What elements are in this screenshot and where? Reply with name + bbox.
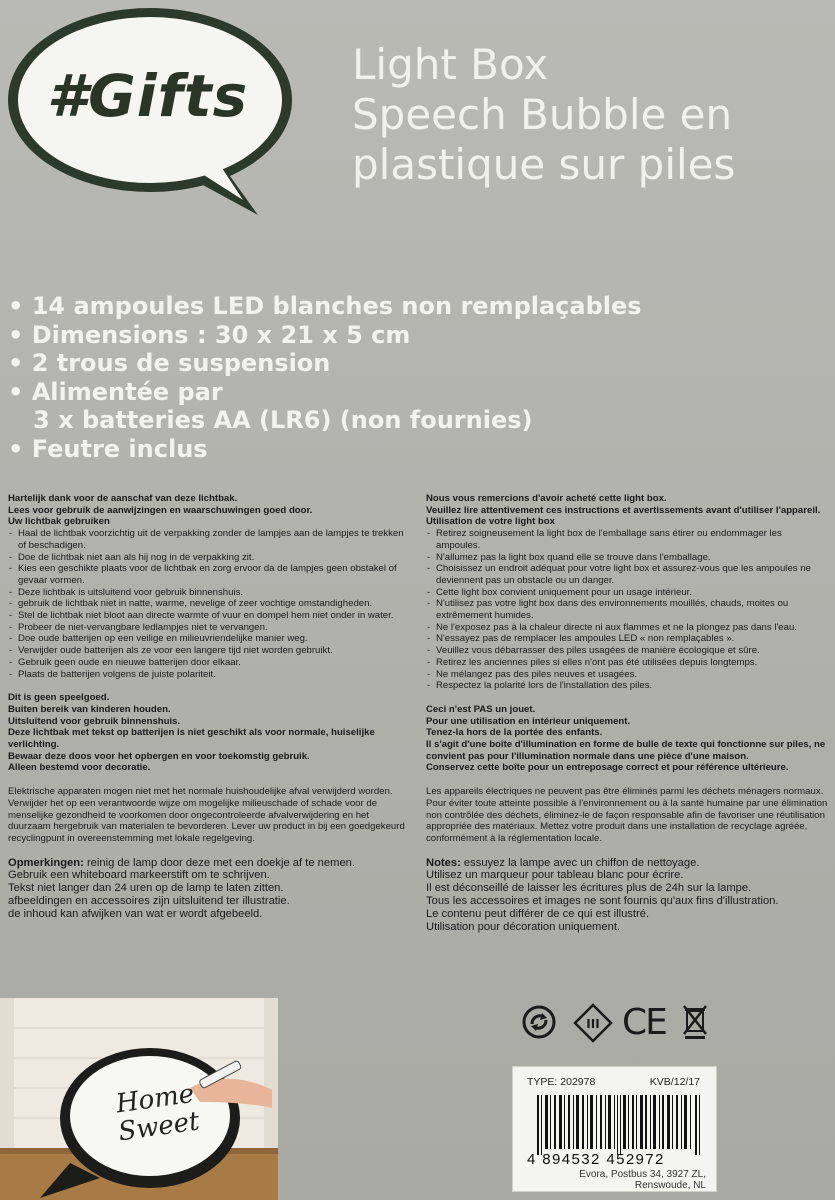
feature-item: • Feutre inclus	[8, 434, 208, 463]
address-line: Renswoude, NL	[634, 1180, 706, 1191]
nl-note: de inhoud kan afwijken van wat er wordt afgebeeld.	[8, 907, 263, 920]
fr-intro-line: Nous vous remercions d'avoir acheté cette light box.	[426, 493, 667, 504]
nl-usage-item: - Haal de lichtbak voorzichtig uit de verpakking zonder de lampjes aan de lampjes te trekken of beschadigen.	[8, 528, 408, 551]
nl-warning: Buiten bereik van kinderen houden.	[8, 703, 171, 715]
fr-note: Le contenu peut différer de ce qui est illustré.	[426, 907, 650, 920]
fr-warning: Il s'agit d'une boîte d'illumination en forme de bulle de texte qui fonctionne sur piles, ne convient pas pour l'illumination normale dans une pièce d'une maison.	[426, 739, 826, 762]
nl-usage-item: - Plaats de batterijen volgens de juiste polariteit.	[8, 669, 408, 681]
fr-intro-line: Veuillez lire attentivement ces instructions et avertissements avant d'utiliser l'appareil.	[426, 504, 821, 516]
nl-usage-list	[8, 528, 408, 680]
recycle-icon	[522, 1005, 556, 1039]
fr-warning: Ceci n'est PAS un jouet.	[426, 703, 536, 715]
nl-usage-item: - Deze lichtbak is uitsluitend voor gebruik binnenshuis.	[8, 587, 408, 599]
company-address	[523, 1169, 706, 1191]
class-iii-label: III	[586, 1017, 600, 1031]
feature-item: • Alimentée par	[8, 377, 223, 406]
fr-usage-item: - Cette light box convient uniquement pour un usage intérieur.	[426, 587, 828, 599]
weee-bin-icon	[682, 1004, 708, 1040]
fr-usage-list	[426, 528, 828, 692]
title-line-1: Light Box	[352, 40, 549, 89]
type-number: TYPE: 202978	[527, 1076, 596, 1088]
photo-bubble-text: Home Sweet	[114, 1078, 202, 1148]
nl-warning: Deze lichtbak met tekst op batterijen is niet geschikt als voor normale, huiselijke verlichting.	[8, 727, 375, 751]
nl-warning: Bewaar deze doos voor het opbergen en voor toekomstig gebruik.	[8, 750, 310, 762]
fr-usage-item: - N'essayez pas de remplacer les ampoules LED « non remplaçables ».	[426, 633, 828, 645]
feature-item: 3 x batteries AA (LR6) (non fournies)	[8, 406, 533, 434]
dutch-instructions	[8, 493, 408, 921]
nl-disposal-text: Elektrische apparaten mogen niet met het normale huishoudelijke afval verwijderd worden. Verwijder het op een verantwoorde wijze om mogelijke milieuschade of schade voor de menselijke gezondheid te voorkomen door ongecontroleerde afvalverwijdering en het duurzaam hergebruik van materialen te bevorderen. Lever uw product in bij een goedgekeurd recyclingpunt in overeenstemming met lokale regelgeving.	[8, 786, 405, 844]
fr-usage-item: - Choisissez un endroit adéquat pour votre light box et assurez-vous que les ampoules ne deviennent pas un obstacle ou un danger.	[426, 563, 828, 586]
nl-warning: Alleen bestemd voor decoratie.	[8, 762, 151, 774]
nl-usage-item: - Doe oude batterijen op een veilige en milieuvriendelijke manier weg.	[8, 633, 408, 645]
nl-usage-item: - Kies een geschikte plaats voor de lichtbak en zorg ervoor da de lampjes geen obstakel of gevaar vormen.	[8, 563, 408, 586]
nl-intro-line: Lees voor gebruik de aanwijzingen en waarschuwingen goed door.	[8, 504, 313, 516]
fr-usage-item: - Veuillez vous débarrasser des piles usagées de manière écologique et sûre.	[426, 645, 828, 657]
batch-code: KVB/12/17	[649, 1076, 700, 1088]
class-iii-icon	[573, 1003, 613, 1043]
fr-notes-label: Notes:	[426, 856, 461, 869]
product-label	[512, 1066, 717, 1192]
fr-usage-item: - Respectez la polarité lors de l'installation des piles.	[426, 680, 828, 692]
nl-intro-line: Hartelijk dank voor de aanschaf van deze lichtbak.	[8, 493, 238, 504]
feature-item: • Dimensions : 30 x 21 x 5 cm	[8, 320, 411, 349]
nl-warning: Dit is geen speelgoed.	[8, 692, 110, 704]
address-line: Evora, Postbus 34, 3927 ZL,	[579, 1169, 706, 1180]
nl-note: Gebruik een whiteboard markeerstift om te schrijven.	[8, 869, 270, 882]
fr-usage-item: - N'utilisez pas votre light box dans des environnements mouillés, chauds, moites ou extrêmement humides.	[426, 598, 828, 621]
fr-note: Utilisation pour décoration uniquement.	[426, 920, 621, 933]
ce-mark-icon: CE	[622, 1002, 666, 1043]
fr-usage-item: - Retirez les anciennes piles si elles n'ont pas été utilisées depuis longtemps.	[426, 657, 828, 669]
fr-note: essuyez la lampe avec un chiffon de nettoyage.	[460, 856, 700, 869]
nl-note: Tekst niet langer dan 24 uren op de lamp te laten zitten.	[8, 882, 284, 895]
nl-usage-item: - Gebruik geen oude en nieuwe batterijen door elkaar.	[8, 657, 408, 669]
feature-item: • 2 trous de suspension	[8, 349, 331, 377]
product-title	[352, 40, 832, 190]
fr-note: Tous les accessoires et images ne sont fournis qu'aux fins d'illustration.	[426, 895, 779, 908]
fr-note: Il est déconseillé de laisser les écritures plus de 24h sur la lampe.	[426, 882, 752, 895]
feature-item: • 14 ampoules LED blanches non remplaçables	[8, 292, 642, 320]
nl-note: reinig de lamp door deze met een doekje af te nemen.	[83, 856, 355, 869]
nl-note: afbeeldingen en accessoires zijn uitsluitend ter illustratie.	[8, 895, 290, 908]
barcode-number: 4 894532 452972	[527, 1151, 665, 1168]
title-line-3: plastique sur piles	[352, 140, 736, 189]
barcode	[535, 1095, 705, 1155]
fr-warning: Pour une utilisation en intérieur uniquement.	[426, 715, 631, 727]
nl-section-heading: Uw lichtbak gebruiken	[8, 516, 110, 528]
feature-list	[8, 292, 828, 463]
fr-warning: Conservez cette boîte pour un entreposage correct et pour référence ultérieure.	[426, 762, 789, 774]
fr-usage-item: - Ne mélangez pas des piles neuves et usagées.	[426, 669, 828, 681]
title-line-2: Speech Bubble en	[352, 90, 733, 139]
nl-notes-label: Opmerkingen:	[8, 856, 84, 869]
nl-usage-item: - Verwijder oude batterijen als ze voor een langere tijd niet worden gebruikt.	[8, 645, 408, 657]
french-instructions	[426, 493, 828, 933]
nl-warning: Uitsluitend voor gebruik binnenshuis.	[8, 715, 181, 727]
nl-usage-item: - Stel de lichtbak niet bloot aan directe warmte of vuur en dompel hem niet onder in water.	[8, 610, 408, 622]
fr-usage-item: - N'allumez pas la light box quand elle se trouve dans l'emballage.	[426, 552, 828, 564]
nl-usage-item: - Probeer de niet-vervangbare ledlampjes niet te vervangen.	[8, 622, 408, 634]
nl-usage-item: - gebruik de lichtbak niet in natte, warme, nevelige of zeer vochtige omstandigheden.	[8, 598, 408, 610]
fr-section-heading: Utilisation de votre light box	[426, 516, 555, 528]
fr-warning: Tenez-la hors de la portée des enfants.	[426, 727, 603, 739]
fr-usage-item: - Ne l'exposez pas à la chaleur directe ni aux flammes et ne la plongez pas dans l'eau.	[426, 622, 828, 634]
fr-usage-item: - Retirez soigneusement la light box de l'emballage sans étirer ou endommager les ampoules.	[426, 528, 828, 551]
fr-disposal-text: Les appareils électriques ne peuvent pas être éliminés parmi les déchets ménagers normaux. Pour éviter toute atteinte possible à l'environnement ou à la santé humaine par une élimination non contrôlée des déchets, éliminez-le de façon responsable afin de favoriser une réutilisation appropriée des matériaux. Mettez votre produit dans une installation de recyclage agréée, conformément à la réglementation locale.	[426, 786, 828, 844]
nl-usage-item: - Doe de lichtbak niet aan als hij nog in de verpakking zit.	[8, 552, 408, 564]
fr-note: Utilisez un marqueur pour tableau blanc pour écrire.	[426, 869, 684, 882]
brand-logo-text: #Gifts	[46, 62, 249, 130]
